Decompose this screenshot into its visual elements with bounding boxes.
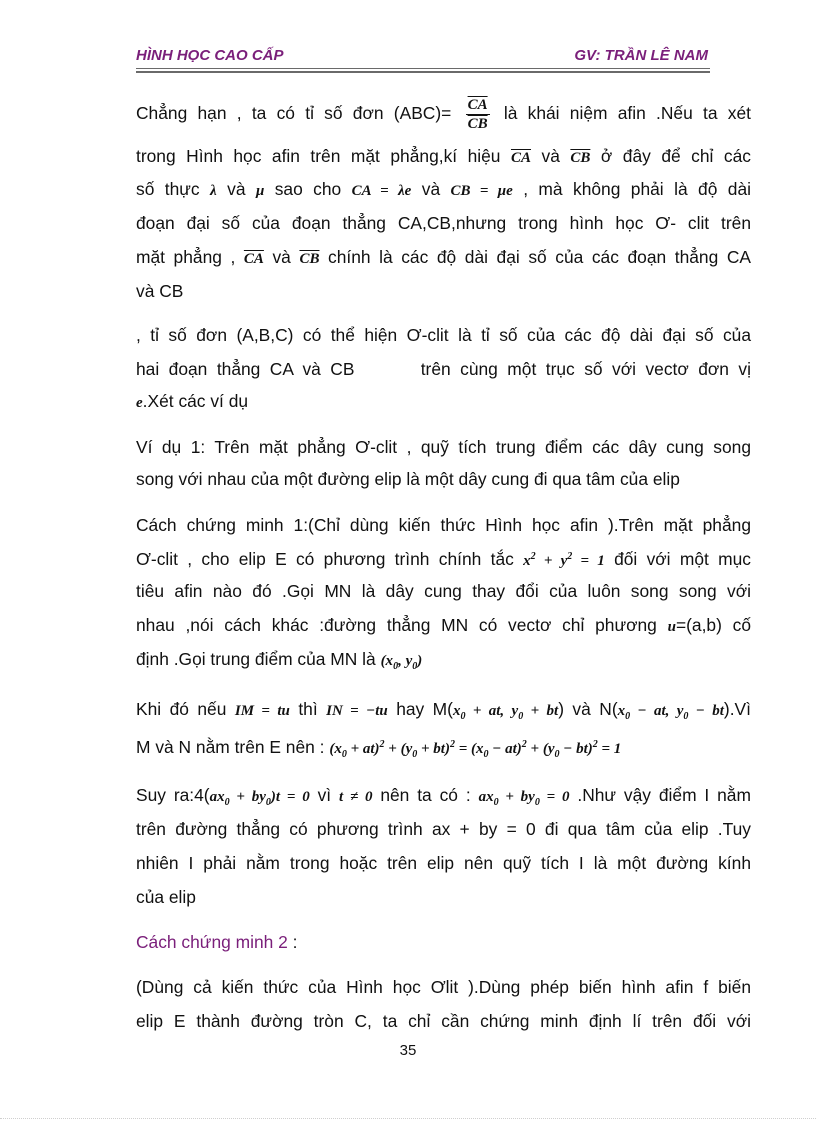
text-line	[136, 246, 751, 270]
text-span: ở đây để chỉ các	[600, 146, 751, 166]
text-line	[136, 698, 751, 728]
page-header	[136, 47, 708, 67]
text-span: =(a,b) cố	[675, 615, 751, 635]
text-line: nhiên I phải nằm trong hoặc trên elip nên quỹ tích I là một đường kính	[136, 853, 751, 873]
text-line	[136, 178, 751, 202]
text-span: và	[227, 179, 246, 199]
text-span: mặt phẳng ,	[136, 247, 236, 267]
math-CB: $\overline{CB}$	[299, 251, 320, 267]
text-span: Suy ra:4(	[136, 785, 210, 805]
ratio-fraction	[466, 96, 490, 133]
fraction-numerator: $\overline{CA}$	[467, 97, 488, 113]
text-line	[136, 931, 297, 953]
text-span: .Xét các ví dụ	[142, 391, 249, 411]
text-line	[136, 546, 751, 572]
text-span: số thực	[136, 179, 200, 199]
text-line: (Dùng cả kiến thức của Hình học Ơlit ).Dùng phép biến hình afin f biến	[136, 977, 751, 997]
text-span: Chẳng hạn , ta có tỉ số đơn (ABC)=	[136, 103, 452, 124]
text-span: là khái niệm afin .Nếu ta xét	[503, 103, 751, 124]
math-unit-vector-e: e	[136, 395, 143, 411]
text-line: , tỉ số đơn (A,B,C) có thể hiện Ơ-clit là tỉ số của các độ dài đại số của	[136, 325, 751, 345]
page-bottom-border	[0, 1118, 816, 1119]
text-span: và	[272, 247, 291, 267]
math-direction-vector-u: u	[667, 619, 676, 635]
header-rule-thin	[136, 68, 710, 69]
text-span: vì	[317, 785, 332, 805]
text-line: tiêu afin nào đó .Gọi MN là dây cung thay đổi của luôn song song với	[136, 581, 751, 601]
page-number: 35	[399, 1042, 417, 1059]
text-line	[136, 96, 751, 133]
math-CA: $\overline{CA}$	[243, 251, 264, 267]
text-span: :	[287, 932, 298, 952]
math-t-nonzero: t ≠ 0	[338, 789, 373, 805]
text-span: đối với một mục	[614, 549, 751, 569]
text-span: ).Vì	[723, 699, 751, 719]
text-span: , mà không phải là độ dài	[523, 179, 751, 199]
text-line: hai đoạn thẳng CA và CB trên cùng một trục số với vectơ đơn vị	[136, 359, 751, 379]
text-line	[136, 390, 248, 414]
text-line	[136, 648, 422, 678]
math-CA-equation: CA = λe	[351, 183, 412, 199]
text-span: .Như vậy điểm I nằm	[577, 785, 751, 805]
header-lecturer: GV: TRẦN LÊ NAM	[574, 47, 708, 64]
math-IN-equation: IN = −tu	[326, 703, 388, 719]
math-IM-equation: IM = tu	[234, 703, 290, 719]
math-mu: μ	[255, 183, 265, 199]
text-line: đoạn đại số của đoạn thẳng CA,CB,nhưng trong hình học Ơ- clit trên	[136, 213, 751, 233]
text-span: nhau ,nói cách khác :đường thẳng MN có vectơ chỉ phương	[136, 615, 657, 635]
text-line	[136, 614, 751, 638]
math-CB-equation: CB = μe	[450, 183, 513, 199]
math-line-equation: $ax_0 + by_0 = 0$	[478, 789, 570, 808]
text-span: sao cho	[274, 179, 342, 199]
text-line: của elip	[136, 887, 196, 907]
text-span: ) và N(	[558, 699, 618, 719]
text-line: song với nhau của một đường elip là một dây cung đi qua tâm của elip	[136, 469, 680, 489]
text-span: M và N nằm trên E nên :	[136, 737, 325, 757]
text-line	[136, 145, 751, 169]
text-span: và	[541, 146, 560, 166]
math-ellipse-equation: $x^2 + y^2 = 1$	[523, 551, 605, 569]
text-span: hay M(	[396, 699, 453, 719]
text-span: trong Hình học afin trên mặt phẳng,kí hiệu	[136, 146, 501, 166]
text-span: Ơ-clit , cho elip E có phương trình chính tắc	[136, 549, 514, 569]
text-span: thì	[298, 699, 318, 719]
fraction-denominator: CB	[467, 116, 488, 132]
text-line: elip E thành đường tròn C, ta chỉ cần chứng minh định lí trên đối với	[136, 1011, 751, 1031]
text-line: Cách chứng minh 1:(Chỉ dùng kiến thức Hình học afin ).Trên mặt phẳng	[136, 515, 751, 535]
math-midpoint-coordinates: ($x_0$, $y_0$)	[380, 653, 423, 672]
text-span: nên ta có :	[380, 785, 471, 805]
header-course-title: HÌNH HỌC CAO CẤP	[136, 47, 284, 64]
math-CB: $\overline{CB}$	[570, 150, 591, 166]
proof-2-heading: Cách chứng minh 2	[136, 932, 288, 952]
text-line	[136, 784, 751, 814]
text-line: trên đường thẳng có phương trình ax + by = 0 đi qua tâm của elip .Tuy	[136, 819, 751, 839]
math-sum-equation: $ax_0 + by_0)t = 0$	[209, 789, 310, 808]
math-CA: $\overline{CA}$	[510, 150, 531, 166]
header-rule-thick	[136, 71, 710, 73]
math-points-on-ellipse-equation: $(x_0 + at)^2 + (y_0 + bt)^2 = (x_0 - at)^2 + (y_0 - bt)^2 = 1$	[329, 739, 622, 760]
text-line: Ví dụ 1: Trên mặt phẳng Ơ-clit , quỹ tích trung điểm các dây cung song	[136, 437, 751, 457]
text-line	[136, 734, 621, 766]
text-line: và CB	[136, 281, 184, 301]
text-span: Khi đó nếu	[136, 699, 227, 719]
text-span: và	[421, 179, 441, 199]
text-span: định .Gọi trung điểm của MN là	[136, 649, 376, 669]
math-lambda: λ	[210, 183, 217, 199]
text-span: chính là các độ dài đại số của các đoạn thẳng CA	[328, 247, 751, 267]
math-M-coordinates: $x_0$ + at, $y_0$ + bt	[452, 703, 559, 722]
math-N-coordinates: $x_0$ − at, $y_0$ − bt	[617, 703, 724, 722]
